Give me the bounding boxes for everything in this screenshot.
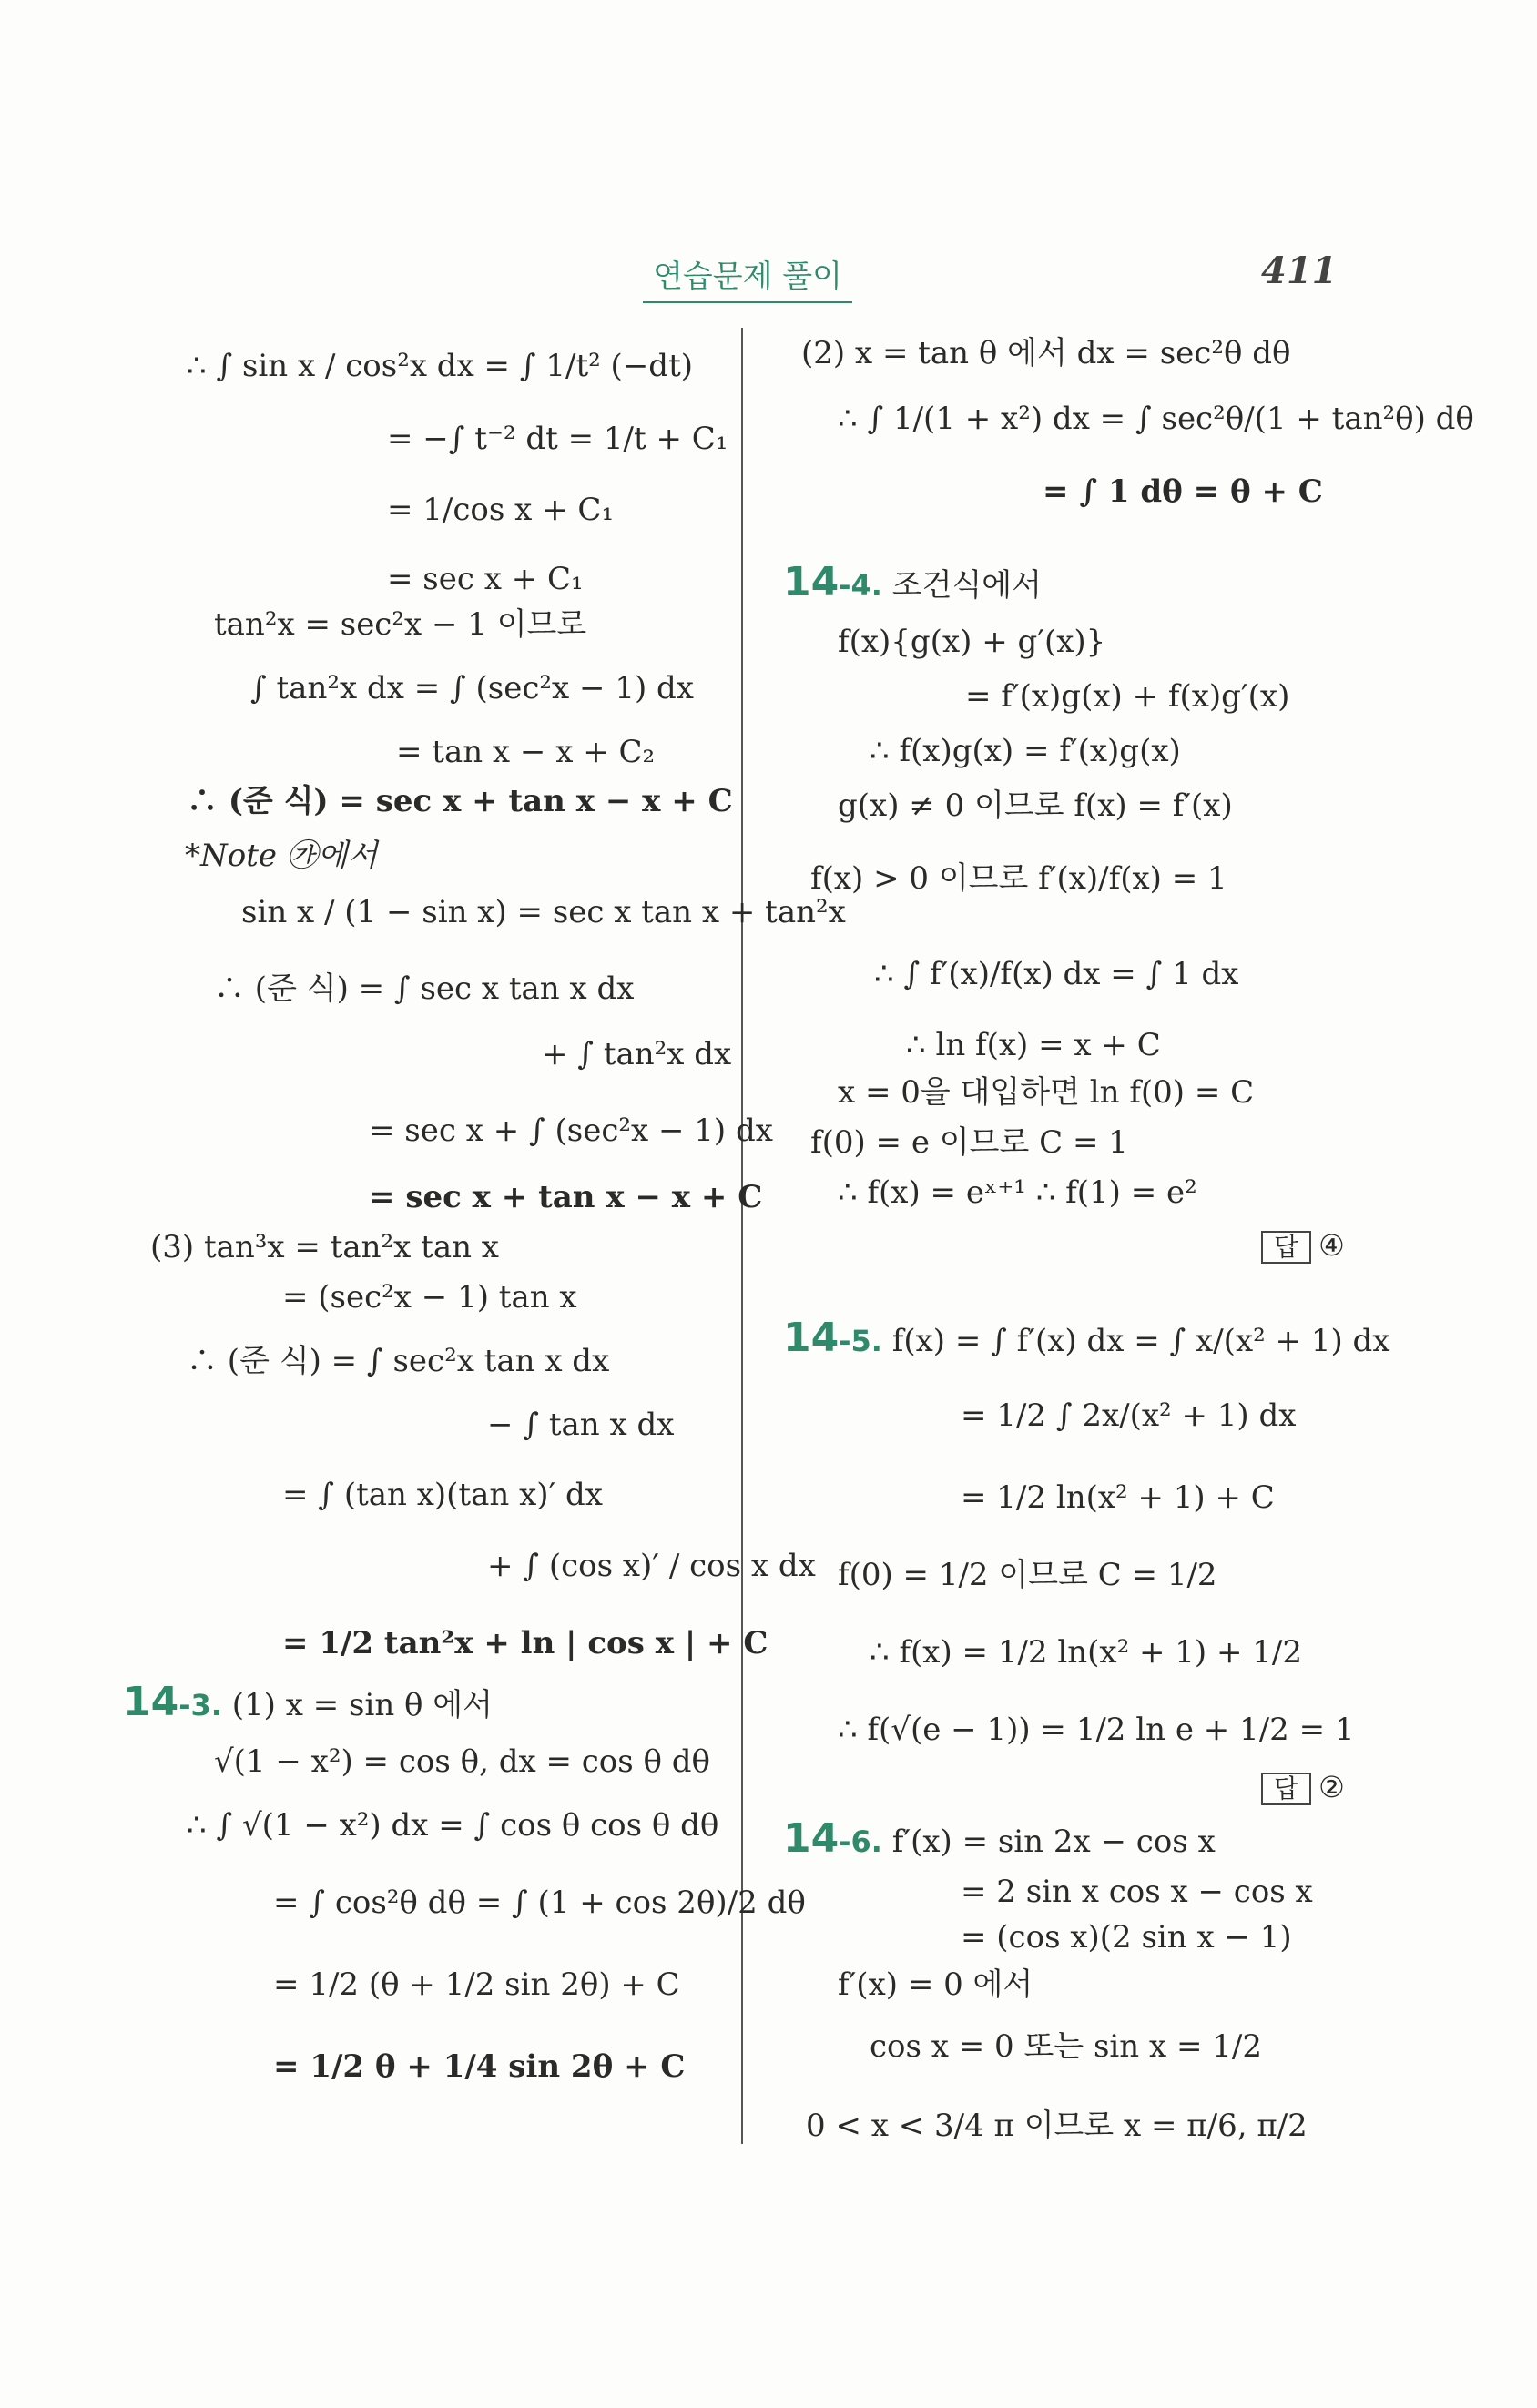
math-line-result: ∴ (준 식) = sec x + tan x − x + C <box>187 783 733 819</box>
math-line: ∴ (준 식) = ∫ sec²x tan x dx <box>187 1343 610 1379</box>
problem-text: f′(x) = sin 2x − cos x <box>891 1824 1216 1860</box>
answer-value: ④ <box>1318 1228 1345 1263</box>
math-line: ∫ tan²x dx = ∫ (sec²x − 1) dx <box>250 670 694 706</box>
note-label: *Note ㉮에서 <box>185 838 378 874</box>
math-line: = −∫ t⁻² dt = 1/t + C₁ <box>387 421 728 457</box>
problem-14-5 <box>783 1315 1390 1361</box>
math-line: g(x) ≠ 0 이므로 f(x) = f′(x) <box>838 787 1233 824</box>
problem-subnumber: -6. <box>839 1824 882 1859</box>
math-line: f(x){g(x) + g′(x)} <box>838 624 1106 660</box>
answer-label: 답 <box>1261 1773 1311 1805</box>
problem-14-3 <box>123 1679 493 1725</box>
math-line: f(x) > 0 이므로 f′(x)/f(x) = 1 <box>810 860 1227 897</box>
math-line: ∴ f(x)g(x) = f′(x)g(x) <box>870 733 1181 769</box>
math-line: f′(x) = 0 에서 <box>838 1966 1033 2003</box>
math-line: = sec x + C₁ <box>387 561 584 597</box>
math-line: ∴ ∫ √(1 − x²) dx = ∫ cos θ cos θ dθ <box>187 1807 719 1844</box>
math-line: ∴ f(x) = 1/2 ln(x² + 1) + 1/2 <box>870 1634 1303 1671</box>
math-line: ∴ ∫ sin x / cos²x dx = ∫ 1/t² (−dt) <box>187 348 694 384</box>
problem-subnumber: -3. <box>178 1688 222 1722</box>
problem-text: (1) x = sin θ 에서 <box>231 1687 493 1723</box>
problem-14-6 <box>783 1815 1216 1862</box>
math-line: cos x = 0 또는 sin x = 1/2 <box>870 2028 1263 2065</box>
problem-number: 14 <box>783 1815 840 1862</box>
math-line: ∴ ∫ 1/(1 + x²) dx = ∫ sec²θ/(1 + tan²θ) dθ <box>838 401 1474 437</box>
math-line: (3) tan³x = tan²x tan x <box>150 1229 499 1265</box>
math-line: √(1 − x²) = cos θ, dx = cos θ dθ <box>214 1743 711 1780</box>
answer-box <box>1261 1769 1345 1805</box>
math-line: f(0) = e 이므로 C = 1 <box>810 1124 1128 1161</box>
math-line-result: = sec x + tan x − x + C <box>369 1179 763 1215</box>
math-line: = sec x + ∫ (sec²x − 1) dx <box>369 1113 773 1149</box>
section-title: 연습문제 풀이 <box>643 251 852 303</box>
math-line: = tan x − x + C₂ <box>396 734 656 770</box>
math-line: ∴ ∫ f′(x)/f(x) dx = ∫ 1 dx <box>874 956 1239 992</box>
problem-text: f(x) = ∫ f′(x) dx = ∫ x/(x² + 1) dx <box>891 1323 1390 1359</box>
problem-number: 14 <box>783 1315 840 1361</box>
math-line: = 2 sin x cos x − cos x <box>961 1874 1313 1910</box>
math-line: ∴ (준 식) = ∫ sec x tan x dx <box>214 970 635 1007</box>
math-line: = 1/2 ln(x² + 1) + C <box>961 1479 1275 1516</box>
math-line: = (cos x)(2 sin x − 1) <box>961 1919 1292 1956</box>
math-line: + ∫ tan²x dx <box>542 1036 732 1072</box>
math-line-result: = 1/2 θ + 1/4 sin 2θ + C <box>273 2048 686 2085</box>
math-line: + ∫ (cos x)′ / cos x dx <box>487 1548 816 1584</box>
math-line: = ∫ (tan x)(tan x)′ dx <box>282 1477 603 1513</box>
math-line: sin x / (1 − sin x) = sec x tan x + tan²x <box>241 894 846 930</box>
math-line: = 1/2 ∫ 2x/(x² + 1) dx <box>961 1397 1297 1434</box>
math-line: x = 0을 대입하면 ln f(0) = C <box>838 1074 1255 1111</box>
math-line: (2) x = tan θ 에서 dx = sec²θ dθ <box>801 335 1291 371</box>
math-line: = ∫ cos²θ dθ = ∫ (1 + cos 2θ)/2 dθ <box>273 1885 806 1921</box>
answer-label: 답 <box>1261 1231 1311 1264</box>
column-divider <box>741 328 743 2144</box>
problem-14-4 <box>783 559 1042 605</box>
math-line: = f′(x)g(x) + f(x)g′(x) <box>965 678 1290 715</box>
math-line: 0 < x < 3/4 π 이므로 x = π/6, π/2 <box>806 2108 1308 2144</box>
math-line-result: = ∫ 1 dθ = θ + C <box>1043 473 1323 510</box>
math-line: ∴ ln f(x) = x + C <box>906 1027 1161 1063</box>
problem-subnumber: -4. <box>839 568 882 603</box>
problem-text: 조건식에서 <box>891 567 1042 604</box>
math-line: = (sec²x − 1) tan x <box>282 1279 577 1316</box>
problem-number: 14 <box>123 1679 179 1725</box>
page-header <box>0 246 1537 310</box>
answer-box <box>1261 1227 1345 1264</box>
math-line: tan²x = sec²x − 1 이므로 <box>214 606 587 643</box>
math-line: = 1/2 (θ + 1/2 sin 2θ) + C <box>273 1966 680 2003</box>
problem-subnumber: -5. <box>839 1324 882 1358</box>
problem-number: 14 <box>783 559 840 605</box>
math-line: − ∫ tan x dx <box>487 1407 675 1443</box>
answer-value: ② <box>1318 1770 1345 1804</box>
page-number: 411 <box>1261 249 1338 292</box>
math-line-result: = 1/2 tan²x + ln | cos x | + C <box>282 1625 768 1661</box>
math-line: ∴ f(x) = eˣ⁺¹ ∴ f(1) = e² <box>838 1174 1197 1211</box>
math-line: = 1/cos x + C₁ <box>387 492 615 528</box>
math-line: ∴ f(√(e − 1)) = 1/2 ln e + 1/2 = 1 <box>838 1712 1355 1748</box>
math-line: f(0) = 1/2 이므로 C = 1/2 <box>838 1557 1217 1593</box>
